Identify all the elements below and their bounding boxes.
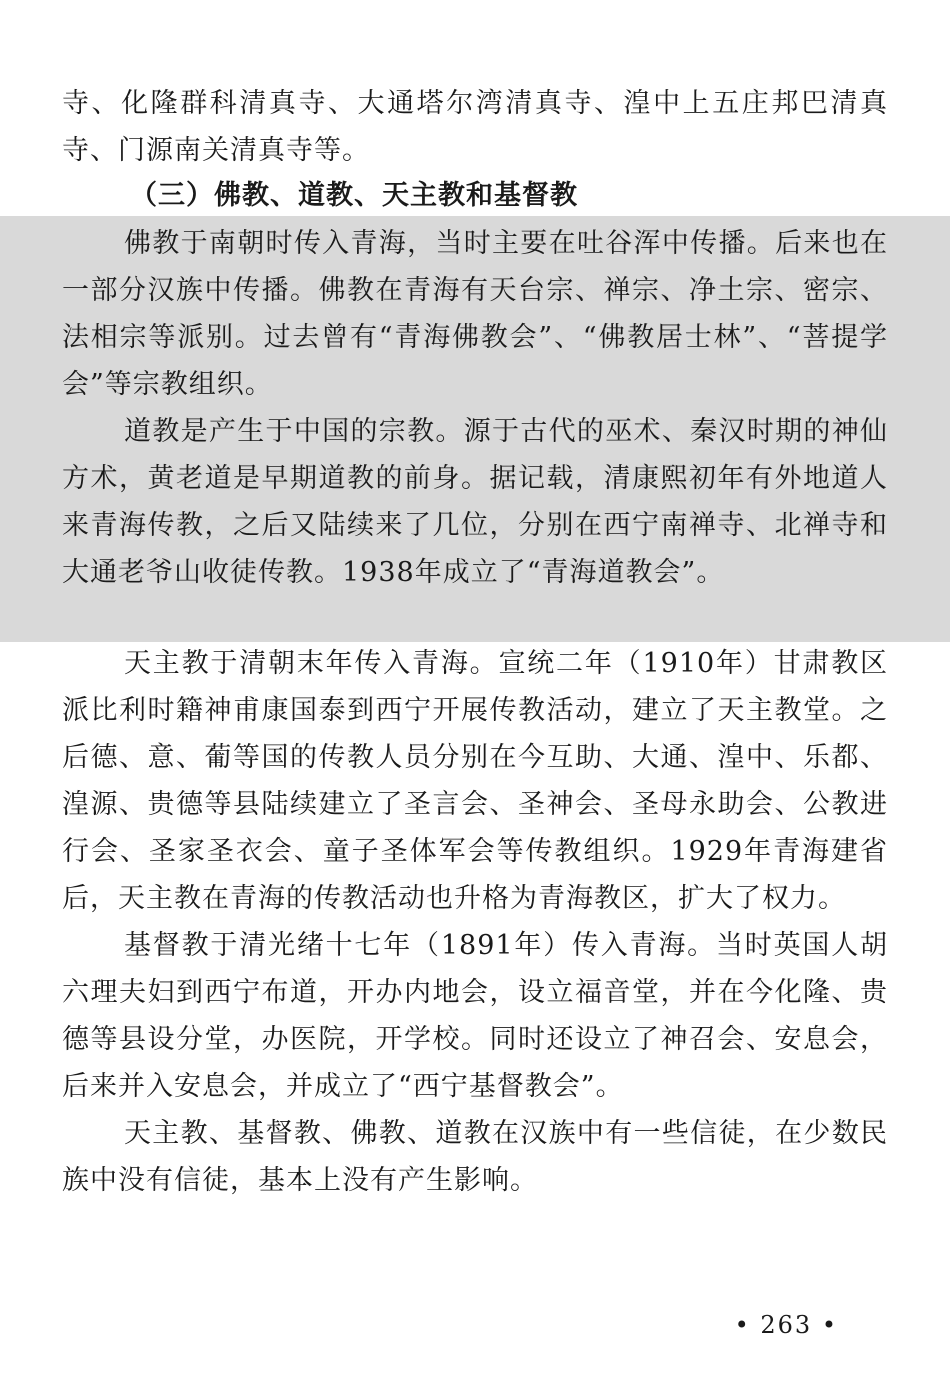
paragraph-buddhism: 佛教于南朝时传入青海，当时主要在吐谷浑中传播。后来也在一部分汉族中传播。佛教在青海有天台宗、禅宗、净土宗、密宗、法相宗等派别。过去曾有“青海佛教会”、“佛教居士林”、“菩提学会”等宗教组织。: [62, 228, 888, 400]
paragraph-taoism: 道教是产生于中国的宗教。源于古代的巫术、秦汉时期的神仙方术，黄老道是早期道教的前身。据记载，清康熙初年有外地道人来青海传教，之后又陆续来了几位，分别在西宁南禅寺、北禅寺和大通老爷山收徒传教。1938年成立了“青海道教会”。: [62, 416, 888, 588]
paragraph-summary: 天主教、基督教、佛教、道教在汉族中有一些信徒，在少数民族中没有信徒，基本上没有产生影响。: [62, 1118, 888, 1196]
text-block-top: [62, 80, 888, 174]
paragraph-continuation: 寺、化隆群科清真寺、大通塔尔湾清真寺、湟中上五庄邦巴清真寺、门源南关清真寺等。: [62, 88, 888, 166]
paragraph-christianity: 基督教于清光绪十七年（1891年）传入青海。当时英国人胡六理夫妇到西宁布道，开办内地会，设立福音堂，并在今化隆、贵德等县设分堂，办医院，开学校。同时还设立了神召会、安息会，后来并入安息会，并成立了“西宁基督教会”。: [62, 930, 888, 1102]
text-block-highlighted: [62, 220, 888, 596]
section-heading: （三）佛教、道教、天主教和基督教: [130, 180, 578, 211]
paragraph-catholicism: 天主教于清朝末年传入青海。宣统二年（1910年）甘肃教区派比利时籍神甫康国泰到西宁开展传教活动，建立了天主教堂。之后德、意、葡等国的传教人员分别在今互助、大通、湟中、乐都、湟源、贵德等县陆续建立了圣言会、圣神会、圣母永助会、公教进行会、圣家圣衣会、童子圣体军会等传教组织。1929年青海建省后，天主教在青海的传教活动也升格为青海教区，扩大了权力。: [62, 648, 888, 914]
text-block-bottom: [62, 640, 888, 1204]
page-number: • 263 •: [734, 1311, 838, 1339]
